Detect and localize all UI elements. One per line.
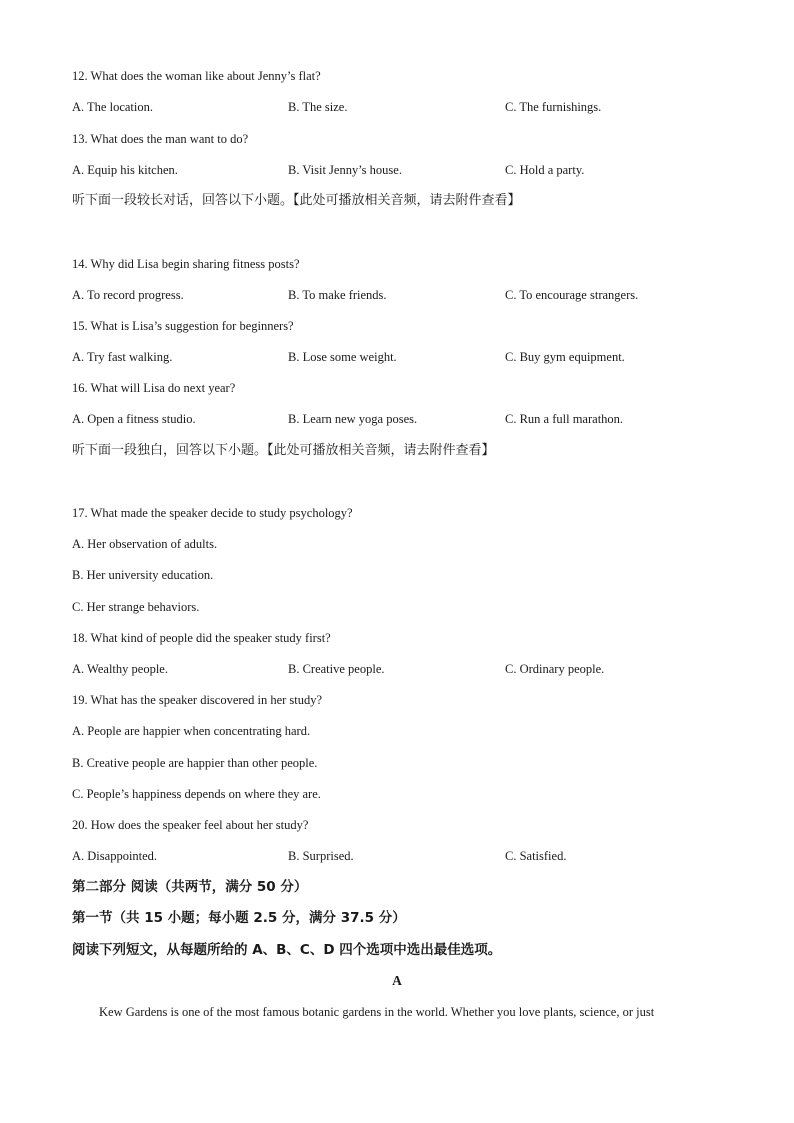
question-15-option-b: B. Lose some weight. — [288, 350, 397, 364]
question-14-stem: 14. Why did Lisa begin sharing fitness posts? — [72, 257, 300, 271]
question-17-option-c: C. Her strange behaviors. — [72, 600, 200, 614]
passage-first-line: Kew Gardens is one of the most famous botanic gardens in the world. Whether you love plants, science, or just — [99, 1005, 655, 1019]
question-19-stem: 19. What has the speaker discovered in her study? — [72, 693, 323, 707]
question-14-option-c: C. To encourage strangers. — [505, 288, 639, 302]
question-16-option-a: A. Open a fitness studio. — [72, 412, 196, 426]
question-17-option-a: A. Her observation of adults. — [72, 537, 218, 551]
question-20-option-b: B. Surprised. — [288, 849, 354, 863]
question-15-stem: 15. What is Lisa’s suggestion for beginners? — [72, 319, 294, 333]
question-18-option-c: C. Ordinary people. — [505, 662, 605, 676]
question-13-option-a: A. Equip his kitchen. — [72, 163, 178, 177]
question-12-stem: 12. What does the woman like about Jenny’s flat? — [72, 69, 321, 83]
question-20-stem: 20. How does the speaker feel about her study? — [72, 818, 309, 832]
monologue-instruction: 听下面一段独白，回答以下小题。【此处可播放相关音频，请去附件查看】 — [72, 443, 495, 458]
question-15-option-c: C. Buy gym equipment. — [505, 350, 625, 364]
question-20-option-a: A. Disappointed. — [72, 849, 158, 863]
question-17-option-b: B. Her university education. — [72, 568, 214, 582]
dialog-instruction: 听下面一段较长对话，回答以下小题。【此处可播放相关音频，请去附件查看】 — [72, 193, 521, 208]
question-15-option-a: A. Try fast walking. — [72, 350, 173, 364]
question-17-stem: 17. What made the speaker decide to study psychology? — [72, 506, 353, 520]
section-one-heading: 第一节（共 15 小题；每小题 2.5 分，满分 37.5 分） — [72, 910, 406, 926]
question-14-option-b: B. To make friends. — [288, 288, 387, 302]
question-12-option-b: B. The size. — [288, 100, 348, 114]
reading-instruction: 阅读下列短文，从每题所给的 A、B、C、D 四个选项中选出最佳选项。 — [72, 942, 502, 958]
question-12-option-a: A. The location. — [72, 100, 153, 114]
question-14-option-a: A. To record progress. — [72, 288, 184, 302]
passage-letter: A — [392, 973, 402, 988]
question-19-option-a: A. People are happier when concentrating hard. — [72, 724, 311, 738]
question-18-option-b: B. Creative people. — [288, 662, 385, 676]
question-18-stem: 18. What kind of people did the speaker study first? — [72, 631, 331, 645]
question-20-option-c: C. Satisfied. — [505, 849, 567, 863]
question-16-option-b: B. Learn new yoga poses. — [288, 412, 418, 426]
question-19-option-c: C. People’s happiness depends on where they are. — [72, 787, 321, 801]
question-16-stem: 16. What will Lisa do next year? — [72, 381, 236, 395]
question-19-option-b: B. Creative people are happier than other people. — [72, 756, 318, 770]
part-two-heading: 第二部分 阅读（共两节，满分 50 分） — [72, 879, 308, 895]
question-13-option-b: B. Visit Jenny’s house. — [288, 163, 402, 177]
question-12-option-c: C. The furnishings. — [505, 100, 602, 114]
question-16-option-c: C. Run a full marathon. — [505, 412, 624, 426]
question-13-option-c: C. Hold a party. — [505, 163, 585, 177]
question-13-stem: 13. What does the man want to do? — [72, 132, 249, 146]
question-18-option-a: A. Wealthy people. — [72, 662, 168, 676]
